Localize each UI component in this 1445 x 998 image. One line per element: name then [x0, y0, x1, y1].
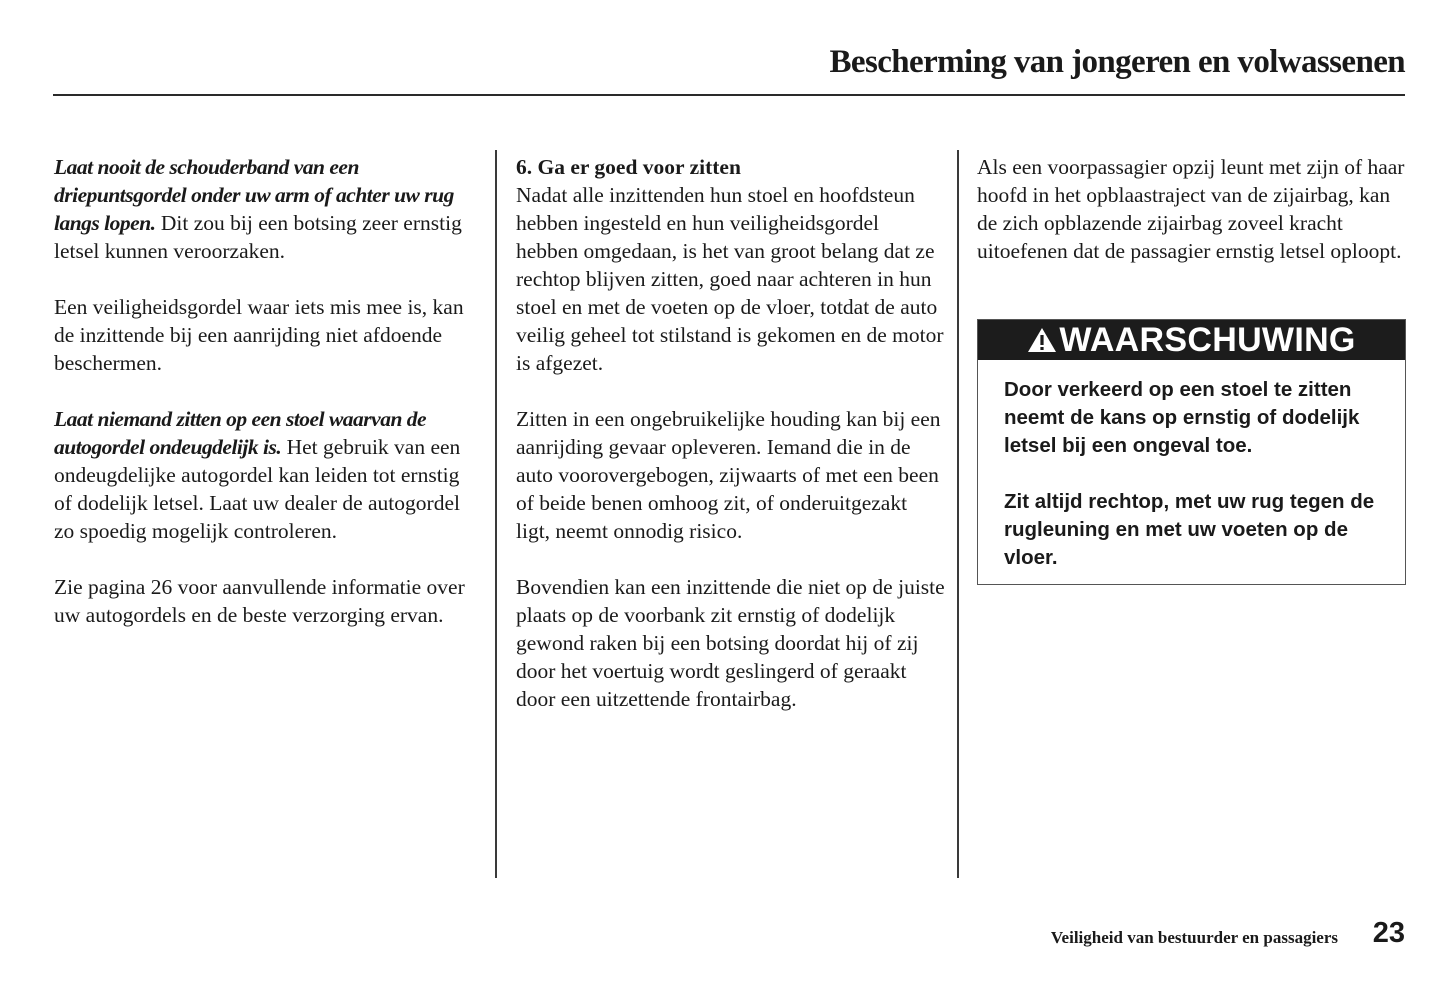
header-rule: [53, 94, 1405, 96]
middle-column: [516, 153, 946, 741]
left-column: [54, 153, 474, 657]
page-number: 23: [1372, 917, 1405, 949]
paragraph: [54, 153, 474, 265]
column-divider: [957, 150, 959, 878]
page-header-title: Bescherming van jongeren en volwassenen: [829, 44, 1405, 80]
paragraph: Als een voorpassagier opzij leunt met zijn of haar hoofd in het opblaastraject van de zijairbag, kan de zich opblazende zijairbag zoveel kracht uitoefenen dat de passagier ernstig letsel oploopt.: [977, 155, 1405, 263]
footer-section-title: Veiligheid van bestuurder en passagiers: [1050, 928, 1338, 947]
paragraph: Een veiligheidsgordel waar iets mis mee is, kan de inzittende bij een aanrijding niet afdoende beschermen.: [54, 295, 464, 375]
warning-triangle-icon: [1027, 322, 1057, 363]
warning-body: [978, 360, 1405, 584]
paragraph: Zitten in een ongebruikelijke houding kan bij een aanrijding gevaar opleveren. Iemand die in de auto voorovergebogen, zijwaarts of met een been of beide benen omhoog zit, of onderuitgezakt ligt, neemt onnodig risico.: [516, 407, 941, 543]
body-text: Het gebruik van een ondeugdelijke autogordel kan leiden tot ernstig of dodelijk letsel. Laat uw dealer de autogordel zo spoedig mogelijk controleren.: [54, 435, 461, 543]
paragraph: Bovendien kan een inzittende die niet op de juiste plaats op de voorbank zit ernstig of dodelijk gewond raken bij een botsing doordat hij of zij door het voertuig wordt geslingerd of geraakt door een uitzettende frontairbag.: [516, 575, 945, 711]
emphasis-text: Laat niemand zitten op een stoel waarvan de autogordel ondeugdelijk is.: [54, 407, 427, 459]
paragraph: [54, 405, 474, 545]
warning-title: WAARSCHUWING: [1059, 321, 1356, 359]
body-text: Nadat alle inzittenden hun stoel en hoofdsteun hebben ingesteld en hun veiligheidsgordel hebben omgedaan, is het van groot belang dat ze rechtop blijven zitten, goed naar achteren in hun stoel en met de voeten op de vloer, totdat de auto veilig geheel tot stilstand is gekomen en de motor is afgezet.: [516, 183, 944, 375]
warning-box: [977, 319, 1406, 585]
paragraph: Zie pagina 26 voor aanvullende informatie over uw autogordels en de beste verzorging ervan.: [54, 575, 465, 627]
emphasis-text: Laat nooit de schouderband van een driepuntsgordel onder uw arm of achter uw rug langs lopen.: [54, 155, 454, 235]
body-text: Dit zou bij een botsing zeer ernstig letsel kunnen veroorzaken.: [54, 211, 462, 263]
section-heading: 6. Ga er goed voor zitten: [516, 155, 741, 179]
warning-header: [978, 320, 1405, 360]
paragraph: [516, 153, 946, 377]
right-column: [977, 153, 1407, 293]
column-divider: [495, 150, 497, 878]
warning-text: Zit altijd rechtop, met uw rug tegen de rugleuning en met uw voeten op de vloer.: [1004, 490, 1375, 569]
warning-text: Door verkeerd op een stoel te zitten neemt de kans op ernstig of dodelijk letsel bij een ongeval toe.: [1004, 378, 1360, 457]
